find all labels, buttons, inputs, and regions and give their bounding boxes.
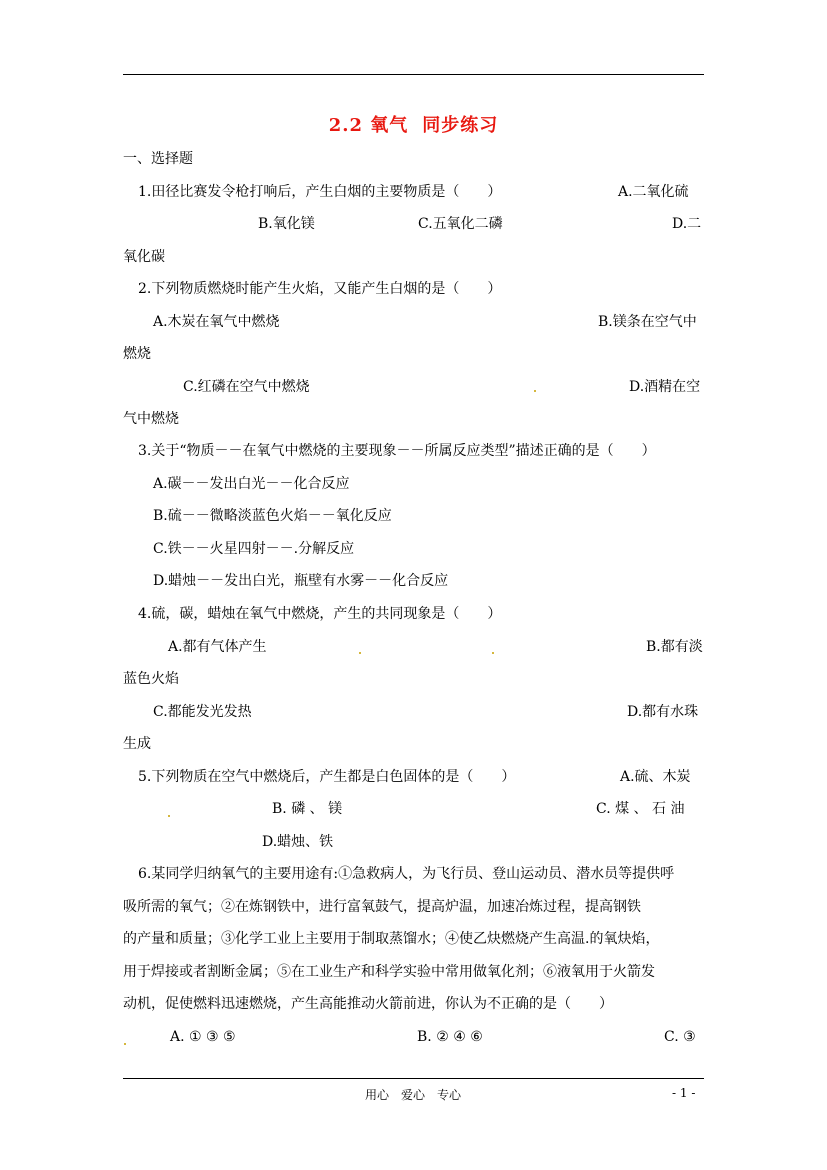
q5-stem: 5.下列物质在空气中燃烧后，产生都是白色固体的是（ ） bbox=[138, 769, 516, 785]
section-heading: 一、选择题 bbox=[123, 151, 193, 167]
page-number: - 1 - bbox=[672, 1086, 696, 1100]
q2-stem: 2.下列物质燃烧时能产生火焰，又能产生白烟的是（ ） bbox=[138, 281, 502, 297]
page-title bbox=[0, 111, 827, 137]
q3-stem: 3.关于“物质－－在氧气中燃烧的主要现象－－所属反应类型”描述正确的是（ ） bbox=[138, 443, 656, 459]
header-rule bbox=[123, 74, 704, 75]
q2-option-b-continued: 燃烧 bbox=[123, 346, 151, 362]
q3-option-d: D.蜡烛－－发出白光，瓶壁有水雾－－化合反应 bbox=[153, 573, 449, 589]
q4-option-d: D.都有水珠 bbox=[627, 704, 699, 720]
q3-option-a: A.碳－－发出白光－－化合反应 bbox=[153, 476, 350, 492]
q4-option-a: A.都有气体产生 bbox=[168, 639, 267, 655]
q5-option-d: D.蜡烛、铁 bbox=[262, 834, 334, 850]
q4-option-b: B.都有淡 bbox=[646, 639, 703, 655]
q6-line-1: 6.某同学归纳氧气的主要用途有:①急救病人，为飞行员、登山运动员、潜水员等提供呼 bbox=[138, 866, 675, 882]
q1-stem: 1.田径比赛发令枪打响后，产生白烟的主要物质是（ ） bbox=[138, 184, 502, 200]
q6-line-2: 吸所需的氧气；②在炼钢铁中，进行富氧鼓气，提高炉温，加速冶炼过程，提高钢铁 bbox=[123, 899, 641, 915]
q4-option-c: C.都能发光发热 bbox=[153, 704, 252, 720]
q6-line-5: 动机，促使燃料迅速燃烧，产生高能推动火箭前进，你认为不正确的是（ ） bbox=[123, 996, 613, 1012]
speck bbox=[492, 652, 494, 654]
q4-option-d-continued: 生成 bbox=[123, 736, 151, 752]
q2-option-a: A.木炭在氧气中燃烧 bbox=[153, 314, 280, 330]
q2-option-b: B.镁条在空气中 bbox=[598, 314, 697, 330]
footer-rule bbox=[123, 1078, 704, 1079]
q2-option-c: C.红磷在空气中燃烧 bbox=[183, 379, 310, 395]
q6-option-a: A. ① ③ ⑤ bbox=[170, 1029, 236, 1045]
speck bbox=[359, 652, 361, 654]
q1-option-d: D.二 bbox=[672, 216, 702, 232]
q4-stem: 4.硫，碳，蜡烛在氧气中燃烧，产生的共同现象是（ ） bbox=[138, 606, 502, 622]
q1-option-b: B.氧化镁 bbox=[258, 216, 315, 232]
q5-option-a: A.硫、木炭 bbox=[620, 769, 691, 785]
q6-line-4: 用于焊接或者割断金属；⑤在工业生产和科学实验中常用做氧化剂；⑥液氧用于火箭发 bbox=[123, 964, 655, 980]
q5-option-b: B. 磷 、 镁 bbox=[272, 801, 343, 817]
q3-option-b: B.硫－－微略淡蓝色火焰－－氧化反应 bbox=[153, 508, 392, 524]
q2-option-d-continued: 气中燃烧 bbox=[123, 411, 179, 427]
q3-option-c: C.铁－－火星四射－－.分解反应 bbox=[153, 541, 355, 557]
q1-option-c: C.五氧化二磷 bbox=[418, 216, 503, 232]
q6-option-b: B. ② ④ ⑥ bbox=[417, 1029, 483, 1045]
title-number: 2.2 氧气 bbox=[328, 115, 409, 136]
q4-option-b-continued: 蓝色火焰 bbox=[123, 671, 179, 687]
speck bbox=[534, 390, 536, 392]
q1-option-d-continued: 氧化碳 bbox=[123, 249, 165, 265]
q6-line-3: 的产量和质量；③化学工业上主要用于制取蒸馏水；④使乙炔燃烧产生高温.的氧炔焰， bbox=[123, 931, 660, 947]
q2-option-d: D.酒精在空 bbox=[629, 379, 701, 395]
q5-option-c: C. 煤 、 石 油 bbox=[596, 801, 685, 817]
speck bbox=[168, 815, 170, 817]
speck bbox=[124, 1043, 126, 1045]
q1-option-a: A.二氧化硫 bbox=[618, 184, 689, 200]
q6-option-c: C. ③ bbox=[664, 1029, 696, 1045]
footer-motto: 用心 爱心 专心 bbox=[365, 1088, 462, 1102]
title-text: 同步练习 bbox=[422, 115, 499, 136]
